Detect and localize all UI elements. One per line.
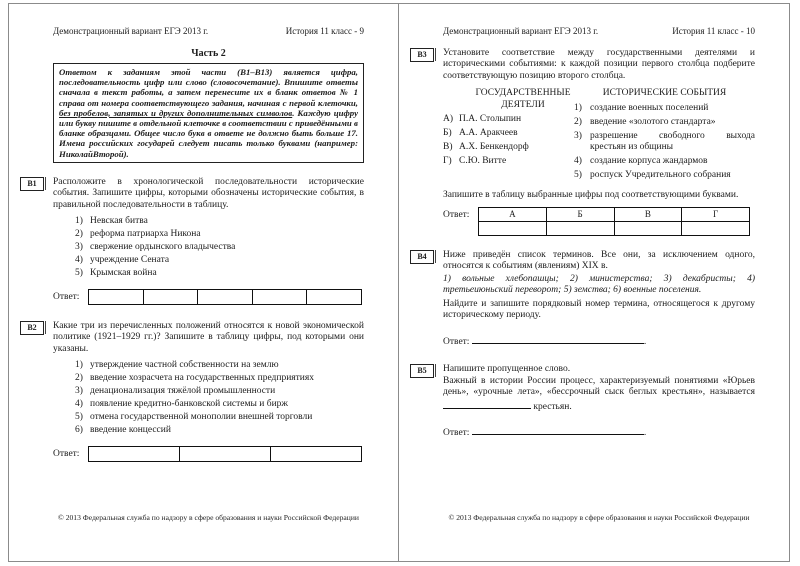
- task-b1-answer-row: [53, 289, 364, 305]
- task-b2-options: [75, 360, 364, 437]
- task-b4-intro: Ниже приведён список терминов. Все они, за исключением одного, относятся к событиям (явлениям) XIX в.: [443, 249, 755, 271]
- task-b5-tick: [435, 364, 436, 377]
- task-b3-answer-row: [443, 207, 755, 236]
- task-b4-tick: [435, 250, 436, 263]
- answer-cell: [306, 290, 361, 304]
- task-b5-line1: Напишите пропущенное слово.: [443, 364, 571, 374]
- answer-cell: [179, 447, 270, 461]
- item-number: 1): [574, 102, 582, 113]
- task-b5-number-box: В5: [410, 364, 434, 378]
- header-document-title: Демонстрационный вариант ЕГЭ 2013 г.: [443, 26, 599, 36]
- item-letter: Г): [443, 156, 452, 166]
- page-header: [53, 26, 364, 38]
- item-text: Крымская война: [90, 268, 157, 279]
- header-page-number: История 11 класс - 10: [672, 26, 755, 36]
- task-b3-note: Запишите в таблицу выбранные цифры под соответствующими буквами.: [443, 190, 739, 200]
- answer-header-cell: Г: [681, 208, 749, 221]
- item-text: разрешение свободного выхода крестьян из общины: [590, 130, 755, 152]
- answer-label: Ответ:: [53, 448, 80, 459]
- list-item: [574, 117, 755, 129]
- task-b2: [27, 320, 364, 462]
- item-text: денационализация тяжёлой промышленности: [90, 386, 276, 397]
- column-left-title: ГОСУДАРСТВЕННЫЕ ДЕЯТЕЛИ: [475, 88, 571, 110]
- answer-cell: [270, 447, 361, 461]
- item-number: 3): [75, 242, 83, 253]
- list-item: [75, 386, 364, 398]
- task-b2-tick: [45, 321, 46, 334]
- item-text: создание корпуса жандармов: [590, 156, 708, 166]
- answer-cell: [479, 222, 546, 235]
- answer-header-cell: Б: [546, 208, 614, 221]
- item-number: 2): [574, 116, 582, 127]
- task-b5-sentence: Важный в истории России процесс, характеризуемый понятиями «Юрьев день», «урочные лета», «бессрочный сыск беглых крестьян», называется: [443, 375, 755, 397]
- instruction-text-1: Ответом к заданиям этой части (В1–В13) является цифра, последовательность цифр или слово (словосочетание). Впишите ответы сначала в текст работы, а затем перенесите их в бланк ответов № 1 справа от номера соответствующего задания, начиная с первой клеточки,: [59, 67, 358, 108]
- answer-label: Ответ:: [53, 291, 80, 302]
- list-item: [75, 425, 364, 437]
- matching-column-left: [443, 88, 574, 184]
- answer-cell: [89, 447, 179, 461]
- answer-header-row: [479, 208, 749, 221]
- task-b5: [417, 364, 755, 440]
- item-number: 5): [574, 170, 582, 180]
- answer-cell: [143, 290, 198, 304]
- list-item: [75, 229, 364, 241]
- header-document-title: Демонстрационный вариант ЕГЭ 2013 г.: [53, 26, 209, 36]
- list-item: [75, 268, 364, 280]
- list-item: [574, 103, 755, 115]
- item-number: 6): [75, 425, 83, 436]
- item-text: утверждение частной собственности на землю: [90, 360, 279, 371]
- task-b4-terms: 1) вольные хлебопашцы; 2) министерства; 3) декабристы; 4) третьеиюньский переворот; 5) земства; 6) военные поселения.: [443, 273, 755, 295]
- instruction-underlined: без пробелов, запятых и других дополнительных символов: [59, 107, 293, 118]
- item-text: реформа патриарха Никона: [90, 229, 201, 240]
- list-item: [75, 373, 364, 385]
- task-b2-number-box: В2: [20, 321, 44, 335]
- answer-cell: [197, 290, 252, 304]
- answer-label: Ответ:: [443, 428, 470, 438]
- list-item: [75, 255, 364, 267]
- answer-blank-line: [472, 334, 644, 344]
- task-b5-answer-row: [443, 425, 755, 440]
- item-number: 5): [75, 412, 83, 423]
- list-item: [443, 156, 566, 168]
- page-9: [9, 4, 399, 561]
- list-item: [443, 142, 566, 154]
- instruction-box: [53, 63, 364, 163]
- list-item: [75, 242, 364, 254]
- item-text: учреждение Сената: [90, 255, 170, 266]
- item-text: создание военных поселений: [590, 102, 709, 113]
- item-text: введение «золотого стандарта»: [590, 116, 716, 127]
- list-item: [574, 131, 755, 154]
- item-number: 5): [75, 268, 83, 279]
- item-text: появление кредитно-банковской системы и бирж: [90, 399, 288, 410]
- task-b3-tick: [435, 48, 436, 61]
- item-number: 4): [75, 399, 83, 410]
- list-item: [75, 216, 364, 228]
- task-b4-outro: Найдите и запишите порядковый номер термина, относящегося к другому историческому периоду.: [443, 298, 755, 320]
- page-footer-copyright: © 2013 Федеральная служба по надзору в сфере образования и науки Российской Федерации: [448, 512, 750, 522]
- task-b5-suffix: крестьян.: [533, 401, 572, 412]
- page-footer-copyright: © 2013 Федеральная служба по надзору в сфере образования и науки Российской Федерации: [58, 512, 359, 522]
- task-b5-text: [443, 376, 755, 414]
- item-number: 4): [75, 255, 83, 266]
- list-item: [443, 114, 566, 126]
- answer-cell: [546, 222, 614, 235]
- task-b1-number-box: В1: [20, 177, 44, 191]
- item-text: С.Ю. Витте: [459, 156, 507, 166]
- document-spread: [8, 3, 790, 562]
- answer-cell: [681, 222, 749, 235]
- task-b4: [417, 249, 755, 349]
- task-b2-answer-table: [88, 446, 362, 462]
- answer-blank-line: [472, 425, 644, 435]
- task-b1-answer-table: [88, 289, 362, 305]
- page-header: [443, 26, 755, 38]
- list-item: [75, 360, 364, 372]
- item-number: 2): [75, 229, 83, 240]
- item-number: 2): [75, 373, 83, 384]
- task-b1-text: Расположите в хронологической последовательности исторические события. Запишите цифры, которыми обозначены исторические события, в правильной последовательности в таблицу.: [53, 176, 364, 210]
- answer-header-cell: В: [614, 208, 682, 221]
- header-page-number: История 11 класс - 9: [285, 26, 364, 36]
- item-text: отмена государственной монополии внешней торговли: [90, 412, 313, 423]
- answer-cell: [89, 290, 143, 304]
- answer-cell: [614, 222, 682, 235]
- item-text: А.А. Аракчеев: [459, 128, 518, 138]
- part-title: Часть 2: [191, 47, 226, 59]
- task-b2-answer-row: [53, 446, 364, 462]
- list-item: [574, 170, 755, 182]
- task-b3-matching-columns: [443, 88, 755, 184]
- item-letter: А): [443, 114, 454, 124]
- page-10: [399, 4, 789, 561]
- item-number: 4): [574, 156, 582, 166]
- answer-label: Ответ:: [443, 209, 470, 220]
- column-right-title: ИСТОРИЧЕСКИЕ СОБЫТИЯ: [602, 88, 727, 98]
- item-text: введение концессий: [90, 425, 171, 436]
- item-text: свержение ордынского владычества: [90, 242, 236, 253]
- answer-header-cell: А: [509, 208, 516, 219]
- task-b1-options: [75, 216, 364, 280]
- task-b4-number-box: В4: [410, 250, 434, 264]
- answer-label: Ответ:: [443, 336, 470, 347]
- item-text: роспуск Учредительного собрания: [590, 170, 731, 180]
- list-item: [443, 128, 566, 140]
- list-item: [75, 399, 364, 411]
- list-item: [75, 412, 364, 424]
- item-number: 3): [75, 386, 83, 397]
- task-b1: [27, 176, 364, 305]
- task-b3-text: Установите соответствие между государственными деятелями и историческими событиями: к каждой позиции первого столбца подберите соответствующую позицию второго столбца.: [443, 47, 755, 81]
- task-b2-text: Какие три из перечисленных положений относятся к новой экономической политике (1921–1929 гг.)? Запишите в таблицу цифры, под которыми они указаны.: [53, 320, 364, 354]
- answer-input-row: [479, 221, 749, 235]
- missing-word-blank: [443, 399, 531, 409]
- matching-column-right: [574, 88, 755, 184]
- item-number: 1): [75, 216, 83, 227]
- item-text: А.Х. Бенкендорф: [459, 142, 529, 152]
- item-text: Невская битва: [90, 216, 148, 227]
- task-b4-answer-row: [443, 334, 755, 349]
- item-letter: Б): [443, 128, 452, 138]
- item-text: П.А. Столыпин: [459, 114, 522, 124]
- item-number: 3): [574, 130, 582, 141]
- item-letter: В): [443, 142, 453, 152]
- item-text: введение хозрасчета на государственных предприятиях: [90, 373, 315, 384]
- task-b3-number-box: В3: [410, 48, 434, 62]
- task-b3-answer-table: [478, 207, 750, 236]
- item-number: 1): [75, 360, 83, 371]
- answer-tail: .: [643, 336, 647, 347]
- instruction-text-2: . Каждую цифру или букву пишите в отдельной клеточке в соответствии с приведёнными в бланке образцами. Общее число букв в ответе не должно быть больше 17. Имена российских государей следует писать только буквами (например: НиколайВторой).: [59, 107, 358, 159]
- answer-tail: .: [643, 428, 647, 438]
- answer-cell: [252, 290, 307, 304]
- list-item: [574, 156, 755, 168]
- task-b3: [417, 47, 755, 236]
- task-b1-tick: [45, 177, 46, 190]
